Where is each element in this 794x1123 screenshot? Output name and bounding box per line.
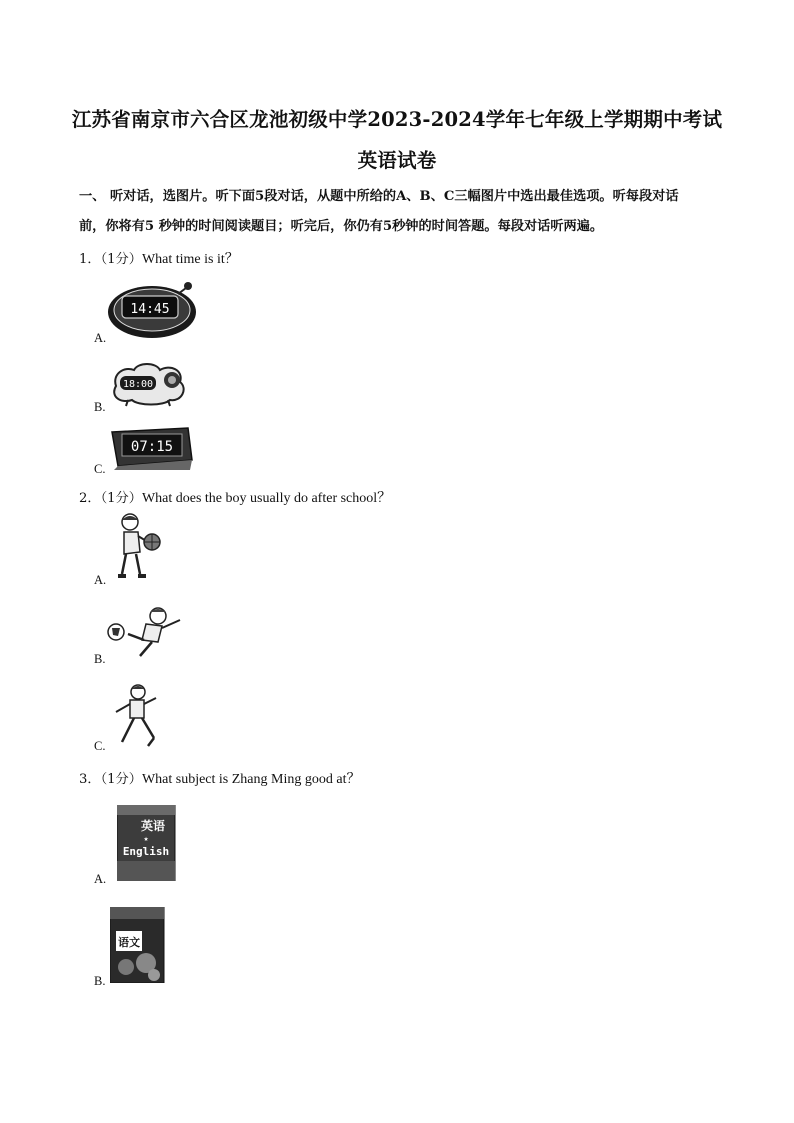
soccer-image[interactable] <box>106 604 188 662</box>
basketball-image[interactable] <box>112 512 164 584</box>
clock-digits: 07:15 <box>130 439 174 455</box>
option-label: A. <box>94 573 107 587</box>
question-3 <box>79 768 360 788</box>
option-label: B. <box>94 974 106 988</box>
question-text: What subject is Zhang Ming good at？ <box>141 772 361 787</box>
book-title-en: English <box>122 845 170 858</box>
question-1 <box>79 248 239 268</box>
question-text: What does the boy usually do after school？ <box>141 491 392 506</box>
question-number: 1． <box>79 252 101 267</box>
option-label: C. <box>94 739 106 753</box>
option-label: A. <box>94 331 107 345</box>
question-text: What time is it？ <box>141 252 239 267</box>
section-1-header-cont: 前，你将有5 秒钟的时间阅读题目；听完后，你仍有5秒钟的时间答题。每段对话听两遍。 <box>79 219 604 234</box>
section-1-header: 一、 听对话，选图片。听下面5段对话，从题中所给的A、B、C三幅图片中选出最佳选项。听每段对话 <box>79 189 679 204</box>
option-label: C. <box>94 462 106 476</box>
exam-title: 江苏省南京市六合区龙池初级中学2023-2024学年七年级上学期期中考试 <box>71 108 723 131</box>
question-score: （1分） <box>100 491 142 506</box>
clock-digits: 14:45 <box>130 302 170 317</box>
running-image[interactable] <box>108 684 164 750</box>
question-2 <box>79 487 391 507</box>
question-number: 2． <box>79 491 101 506</box>
svg-text:★: ★ <box>143 834 149 843</box>
option-label: B. <box>94 400 106 414</box>
question-number: 3． <box>79 772 101 787</box>
option-label: A. <box>94 872 107 886</box>
chinese-book-image[interactable] <box>110 907 166 983</box>
exam-subtitle: 英语试卷 <box>357 149 437 172</box>
clock-image-a[interactable] <box>106 276 198 342</box>
clock-image-b[interactable] <box>108 360 192 408</box>
option-label: B. <box>94 652 106 666</box>
clock-digits: 18:00 <box>122 379 154 390</box>
book-title-cn: 语文 <box>118 936 140 949</box>
question-score: （1分） <box>100 252 142 267</box>
clock-image-c[interactable] <box>108 426 194 472</box>
book-title-cn: 英语 <box>140 819 166 833</box>
question-score: （1分） <box>100 772 142 787</box>
english-book-image[interactable] <box>117 805 177 881</box>
